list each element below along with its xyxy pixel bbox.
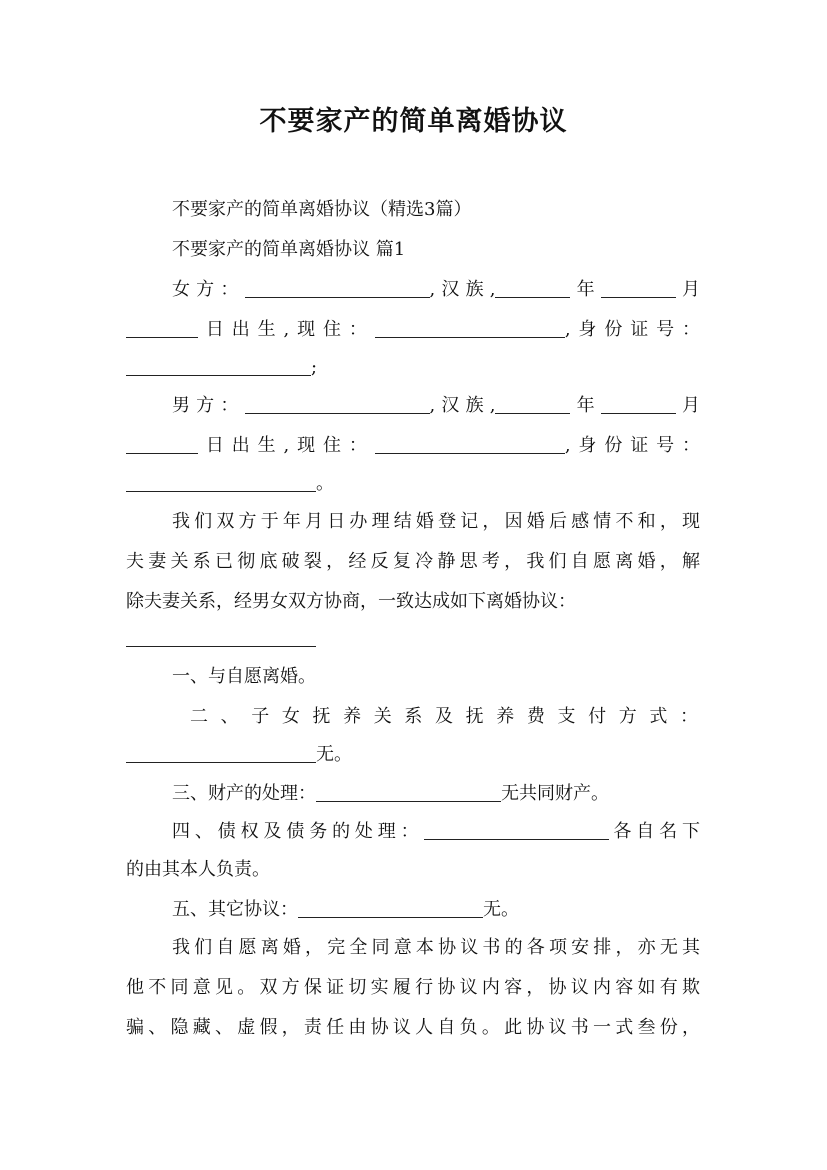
section-heading: 不要家产的简单离婚协议 篇1 xyxy=(172,239,406,260)
birth-day-blank xyxy=(126,435,198,454)
birth-day-blank xyxy=(126,319,198,338)
male-id-blank xyxy=(126,473,316,492)
paragraph-line: 他不同意见。双方保证切实履行协议内容，协议内容如有欺 xyxy=(126,977,700,998)
female-name-blank xyxy=(245,279,430,298)
male-id-line xyxy=(126,472,700,496)
ethnicity-label: ,汉族, xyxy=(429,395,496,416)
none-text: 无。 xyxy=(316,744,352,765)
agreement-blank-line xyxy=(126,627,700,651)
female-party-line xyxy=(172,278,700,302)
other-agreement-label: 五、其它协议： xyxy=(172,899,298,920)
month-label: 月 xyxy=(675,395,700,416)
child-custody-blank xyxy=(126,744,316,763)
female-id-blank xyxy=(126,357,311,376)
paragraph-line: 夫妻关系已彻底破裂，经反复冷静思考，我们自愿离婚，解 xyxy=(126,551,700,572)
birth-year-blank xyxy=(495,279,570,298)
birth-residence-label: 日出生,现住： xyxy=(198,435,375,456)
debts-tail: 各自名下 xyxy=(608,821,701,842)
month-label: 月 xyxy=(675,279,700,300)
female-label: 女方： xyxy=(172,279,245,300)
male-name-blank xyxy=(245,395,430,414)
property-label: 三、财产的处理： xyxy=(172,783,316,804)
other-agreement-blank xyxy=(298,899,483,918)
id-number-label: ,身份证号： xyxy=(564,319,700,340)
item-property xyxy=(172,782,700,806)
document-title: 不要家产的简单离婚协议 xyxy=(259,106,568,137)
item-other-agreement xyxy=(172,898,700,922)
none-text: 无。 xyxy=(483,899,519,920)
item-debts-line2: 的由其本人负责。 xyxy=(126,859,270,880)
female-id-line xyxy=(126,356,700,380)
year-label: 年 xyxy=(570,279,601,300)
item-child-custody-value xyxy=(126,743,700,767)
period: 。 xyxy=(316,473,334,494)
property-blank xyxy=(316,783,501,802)
year-label: 年 xyxy=(570,395,601,416)
ethnicity-label: ,汉族, xyxy=(429,279,496,300)
residence-blank xyxy=(375,435,565,454)
item-child-custody: 二、子女抚养关系及抚养费支付方式： xyxy=(190,706,700,727)
birth-month-blank xyxy=(601,395,676,414)
male-party-line xyxy=(172,394,700,418)
male-label: 男方： xyxy=(172,395,245,416)
residence-blank xyxy=(375,319,565,338)
paragraph-line: 我们双方于年月日办理结婚登记，因婚后感情不和，现 xyxy=(172,511,700,532)
debts-blank xyxy=(424,821,609,840)
paragraph-line: 我们自愿离婚，完全同意本协议书的各项安排，亦无其 xyxy=(172,937,700,958)
paragraph-line: 骗、隐藏、虚假，责任由协议人自负。此协议书一式叁份， xyxy=(126,1017,700,1038)
paragraph-line: 除夫妻关系，经男女双方协商，一致达成如下离婚协议： xyxy=(126,591,576,612)
id-number-label: ,身份证号： xyxy=(564,435,700,456)
female-birth-line xyxy=(126,318,700,342)
birth-month-blank xyxy=(601,279,676,298)
agreement-blank xyxy=(126,628,316,647)
male-birth-line xyxy=(126,434,700,458)
birth-residence-label: 日出生,现住： xyxy=(198,319,375,340)
item-debts xyxy=(172,820,700,844)
item-voluntary-divorce: 一、与自愿离婚。 xyxy=(172,666,316,687)
document-subtitle: 不要家产的简单离婚协议（精选3篇） xyxy=(172,199,472,220)
birth-year-blank xyxy=(495,395,570,414)
debts-label: 四、债权及债务的处理： xyxy=(172,821,424,842)
semicolon: ; xyxy=(311,357,318,378)
property-tail: 无共同财产。 xyxy=(501,783,609,804)
